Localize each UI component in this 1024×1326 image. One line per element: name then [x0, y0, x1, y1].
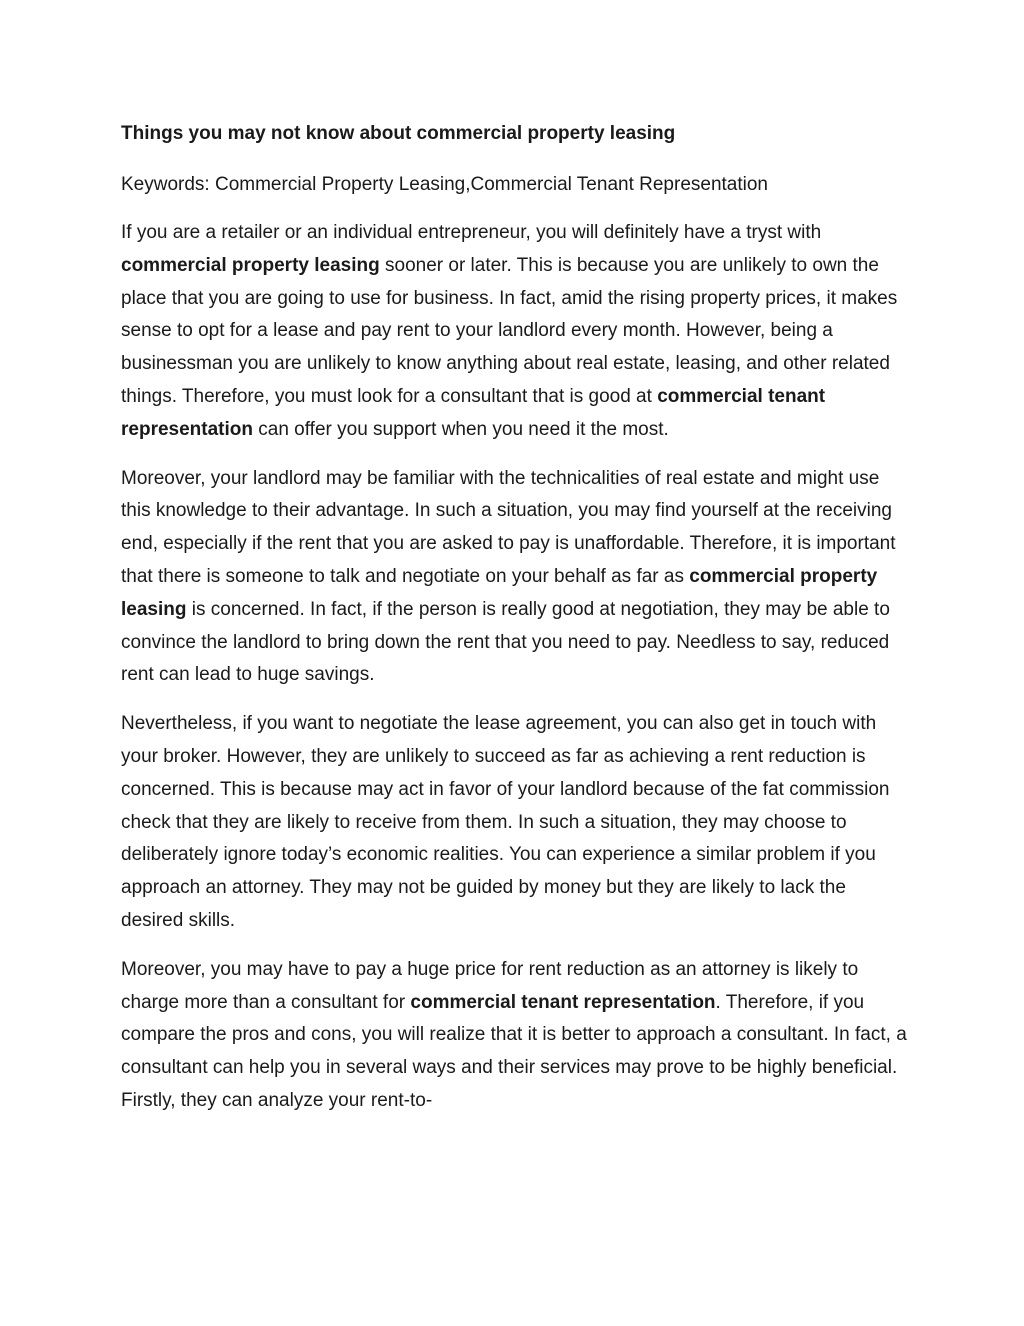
document-title: Things you may not know about commercial property leasing — [121, 123, 676, 144]
document-page — [121, 118, 911, 1134]
paragraph-2-text-a: Moreover, your landlord may be familiar with the technicalities of real estate and might use this knowledge to their advantage. In such a situation, you may find yourself at the receiving end, especially if the rent that you are asked to pay is unaffordable. Therefore, it is important that there is someone to talk and negotiate on your behalf as far as — [121, 467, 896, 587]
keywords-line: Keywords: Commercial Property Leasing,Commercial Tenant Representation — [121, 174, 768, 195]
paragraph-1-text-b: sooner or later. This is because you are unlikely to own the place that you are going to use for business. In fact, amid the rising property prices, it makes sense to opt for a lease and pay rent to your landlord every month. However, being a businessman you are unlikely to know anything about real estate, leasing, and other related things. Therefore, you must look for a consultant that is good at — [121, 254, 898, 407]
paragraph-2 — [121, 463, 911, 693]
paragraph-1-text-a: If you are a retailer or an individual entrepreneur, you will definitely have a tryst with — [121, 222, 822, 243]
paragraph-1 — [121, 217, 911, 447]
paragraph-4 — [121, 954, 911, 1118]
paragraph-3: Nevertheless, if you want to negotiate the lease agreement, you can also get in touch with your broker. However, they are unlikely to succeed as far as achieving a rent reduction is concerned. This is because may act in favor of your landlord because of the fat commission check that they are likely to receive from them. In such a situation, they may choose to deliberately ignore today’s economic realities. You can experience a similar problem if you approach an attorney. They may not be guided by money but they are likely to lack the desired skills. — [121, 713, 890, 931]
paragraph-4-text-a: Moreover, you may have to pay a huge price for rent reduction as an attorney is likely to charge more than a consultant for — [121, 958, 859, 1013]
paragraph-2-text-b: is concerned. In fact, if the person is really good at negotiation, they may be able to convince the landlord to bring down the rent that you need to pay. Needless to say, reduced rent can lead to huge savings. — [121, 598, 890, 686]
paragraph-1-bold-term-a: commercial property leasing — [121, 254, 380, 276]
paragraph-1-bold-term-b: commercial tenant representation — [121, 385, 826, 440]
paragraph-1-text-c: can offer you support when you need it the most. — [252, 418, 669, 440]
paragraph-2-bold-term: commercial property leasing — [121, 565, 878, 620]
paragraph-4-text-b: . Therefore, if you compare the pros and cons, you will realize that it is better to approach a consultant. In fact, a consultant can help you in several ways and their services may prove to be highly beneficial. Firstly, they can analyze your rent-to- — [121, 991, 907, 1111]
paragraph-4-bold-term: commercial tenant representation — [410, 991, 716, 1013]
